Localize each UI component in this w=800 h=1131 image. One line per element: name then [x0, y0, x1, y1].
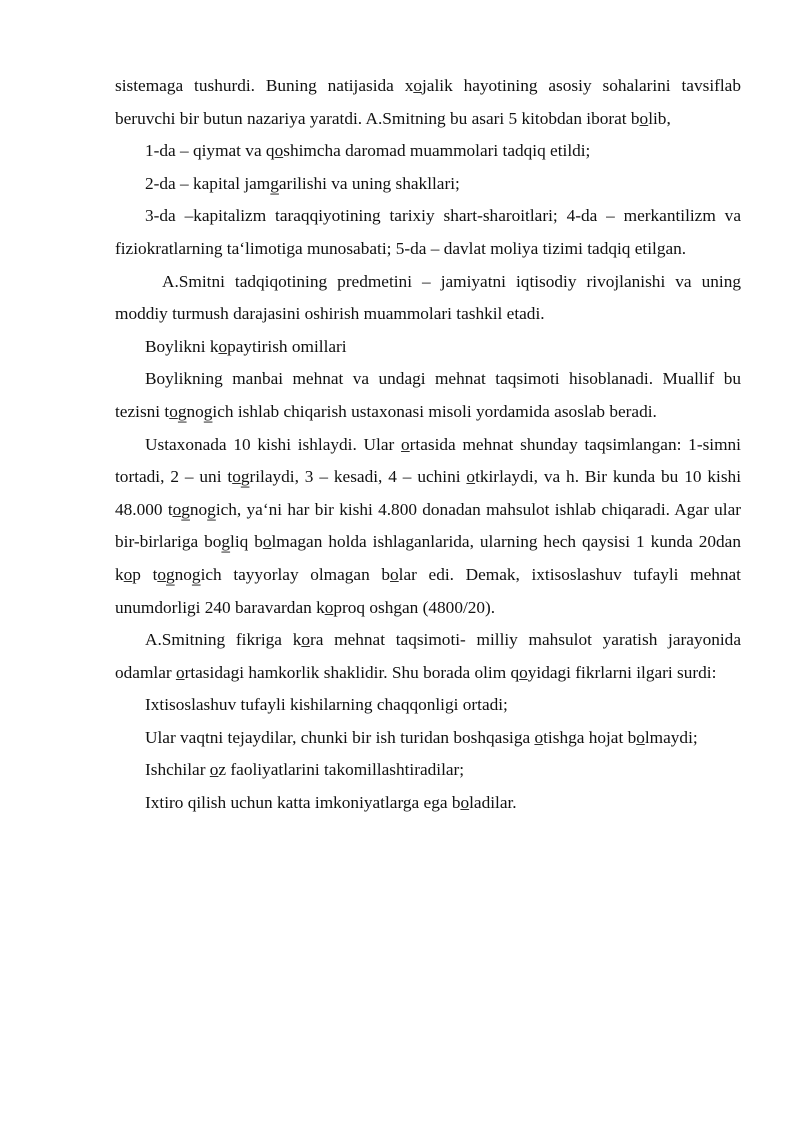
list-item-1: Ixtisoslashuv tufayli kishilarning chaqqonligi ortadi;: [145, 695, 508, 715]
list-item-2: Ular vaqtni tejaydilar, chunki bir ish turidan boshqasiga o̲tishga hojat bo̲lmaydi;: [145, 727, 698, 747]
list-item-3: Ishchilar o̲z faoliyatlarini takomillashtiradilar;: [145, 760, 465, 780]
paragraph-4: 3-da –kapitalizm taraqqiyotining tarixiy shart-sharoitlari; 4-da – merkantilizm va fiziokratlarning ta‘limotiga munosabati; 5-da – davlat moliya tizimi tadqiq etilgan.: [115, 206, 741, 258]
paragraph-3: 2-da – kapital jamg̲arilishi va uning shakllari;: [145, 173, 460, 193]
paragraph-9: A.Smitning fikriga ko̲ra mehnat taqsimoti- milliy mahsulot yaratish jarayonida odamlar o̲rtasidagi hamkorlik shaklidir. Shu borada olim qo̲yidagi fikrlarni ilgari surdi:: [115, 630, 741, 682]
section-heading: Boylikni ko̲paytirish omillari: [145, 336, 347, 356]
document-page: [115, 70, 741, 820]
paragraph-1: sistemaga tushurdi. Buning natijasida xo̲jalik hayotining asosiy sohalarini tavsiflab beruvchi bir butun nazariya yaratdi. A.Smitning bu asari 5 kitobdan iborat bo̲lib,: [115, 76, 741, 128]
paragraph-5: A.Smitni tadqiqotining predmetini – jamiyatni iqtisodiy rivojlanishi va uning moddiy turmush darajasini oshirish muammolari tashkil etadi.: [115, 271, 741, 324]
list-item-4: Ixtiro qilish uchun katta imkoniyatlarga ega bo̲ladilar.: [145, 793, 517, 813]
paragraph-7: Boylikning manbai mehnat va undagi mehnat taqsimoti hisoblanadi. Muallif bu tezisni to̲g̲nog̲ich ishlab chiqarish ustaxonasi misoli yordamida asoslab beradi.: [115, 369, 741, 421]
paragraph-8: Ustaxonada 10 kishi ishlaydi. Ular o̲rtasida mehnat shunday taqsimlangan: 1-simni tortadi, 2 – uni to̲g̲rilaydi, 3 – kesadi, 4 – uchini o̲tkirlaydi, va h. Bir kunda bu 10 kishi 48.000 to̲g̲nog̲ich, ya‘ni har bir kishi 4.800 donadan mahsulot ishlab chiqaradi. Agar ular bir-birlariga bog̲liq bo̲lmagan holda ishlaganlarida, ularning hech qaysisi 1 kunda 20dan ko̲p to̲g̲nog̲ich tayyorlay olmagan bo̲lar edi. Demak, ixtisoslashuv tufayli mehnat unumdorligi 240 baravardan ko̲proq oshgan (4800/20).: [115, 434, 741, 617]
paragraph-2: 1-da – qiymat va qo̲shimcha daromad muammolari tadqiq etildi;: [145, 141, 591, 161]
